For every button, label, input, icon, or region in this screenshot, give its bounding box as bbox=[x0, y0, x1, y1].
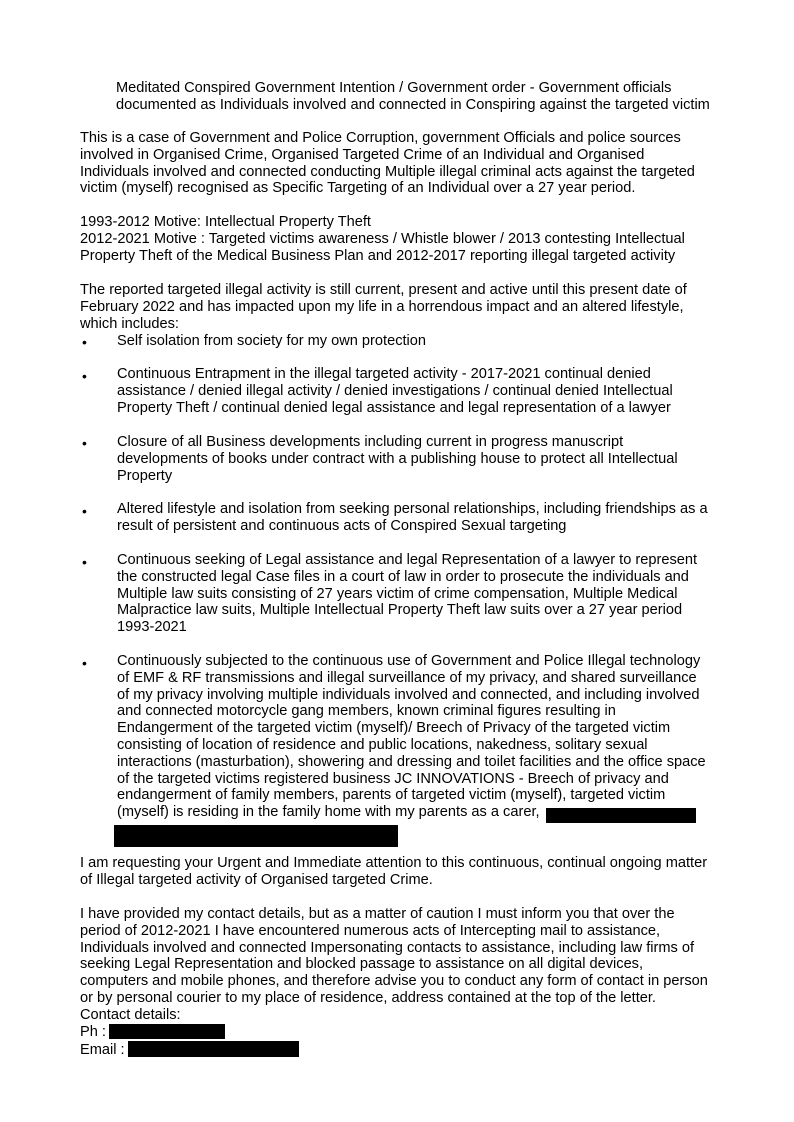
bullet-marker: • bbox=[82, 435, 87, 451]
request-paragraph: I am requesting your Urgent and Immediate attention to this continuous, continual ongoing matter of Illegal targeted activity of Organised targeted Crime. bbox=[80, 855, 708, 888]
phone-label: Ph : bbox=[80, 1024, 106, 1040]
caution-paragraph: I have provided my contact details, but as a matter of caution I must inform you that over the period of 2012-2021 I have encountered numerous acts of Intercepting mail to assistance, Individuals involved and connected Impersonating contacts to assistance, including law firms of seeking Legal Representation and blocked passage to assistance on all digital devices, computers and mobile phones, and therefore advise you to conduct any form of contact in person or by personal courier to my place of residence, address contained at the top of the letter. bbox=[80, 906, 708, 1006]
bullet-marker: • bbox=[82, 368, 87, 384]
phone-redaction bbox=[109, 1024, 225, 1039]
redaction-bar bbox=[114, 825, 398, 847]
bullet-item: Continuous Entrapment in the illegal targeted activity - 2017-2021 continual denied assistance / denied illegal activity / denied investigations / continual denied Intellectual Property Theft / continual denied legal assistance and legal representation of a lawyer bbox=[117, 366, 673, 416]
redaction-bar bbox=[546, 808, 696, 823]
bullet-marker: • bbox=[82, 655, 87, 671]
bullet-item: Self isolation from society for my own protection bbox=[117, 333, 427, 349]
contact-heading: Contact details: bbox=[80, 1007, 181, 1023]
bullet-item: Altered lifestyle and isolation from seeking personal relationships, including friendships as a result of persistent and continuous acts of Conspired Sexual targeting bbox=[117, 501, 708, 534]
motives-paragraph: 1993-2012 Motive: Intellectual Property Theft 2012-2021 Motive : Targeted victims awareness / Whistle blower / 2013 contesting Intellectual Property Theft of the Medical Business Plan and 2012-2017 reporting illegal targeted activity bbox=[80, 214, 685, 264]
email-label: Email : bbox=[80, 1042, 125, 1058]
bullet-item: Closure of all Business developments including current in progress manuscript developments of books under contract with a publishing house to protect all Intellectual Property bbox=[117, 434, 678, 484]
bullet-item: Continuously subjected to the continuous use of Government and Police Illegal technology of EMF & RF transmissions and illegal surveillance of my privacy, and shared surveillance of my privacy involving multiple individuals involved and connected, and including involved and connected motorcycle gang members, known criminal figures resulting in Endangerment of the targeted victim (myself)/ Breech of Privacy of the targeted victim consisting of location of residence and public locations, nakedness, solitary sexual interactions (masturbation), showering and dressing and toilet facilities and the office space of the targeted victims registered business JC INNOVATIONS - Breech of privacy and endangerment of family members, parents of targeted victim (myself), targeted victim (myself) is residing in the family home with my parents as a carer, bbox=[117, 653, 706, 821]
bullet-marker: • bbox=[82, 503, 87, 519]
bullet-marker: • bbox=[82, 334, 87, 350]
bullet-marker: • bbox=[82, 554, 87, 570]
email-redaction bbox=[128, 1041, 299, 1057]
impact-intro-paragraph: The reported targeted illegal activity is still current, present and active until this present date of February 2022 and has impacted upon my life in a horrendous impact and an altered lifestyle, which includes: bbox=[80, 282, 687, 332]
intro-paragraph: This is a case of Government and Police Corruption, government Officials and police sources involved in Organised Crime, Organised Targeted Crime of an Individual and Organised Individuals involved and connected conducting Multiple illegal criminal acts against the targeted victim (myself) recognised as Specific Targeting of an Individual over a 27 year period. bbox=[80, 130, 695, 197]
document-heading: Meditated Conspired Government Intention / Government order - Government officials documented as Individuals involved and connected in Conspiring against the targeted victim bbox=[116, 80, 710, 113]
bullet-item: Continuous seeking of Legal assistance and legal Representation of a lawyer to represent the constructed legal Case files in a court of law in order to prosecute the individuals and Multiple law suits consisting of 27 years victim of crime compensation, Multiple Medical Malpractice law suits, Multiple Intellectual Property Theft law suits over a 27 year period 1993-2021 bbox=[117, 552, 698, 636]
